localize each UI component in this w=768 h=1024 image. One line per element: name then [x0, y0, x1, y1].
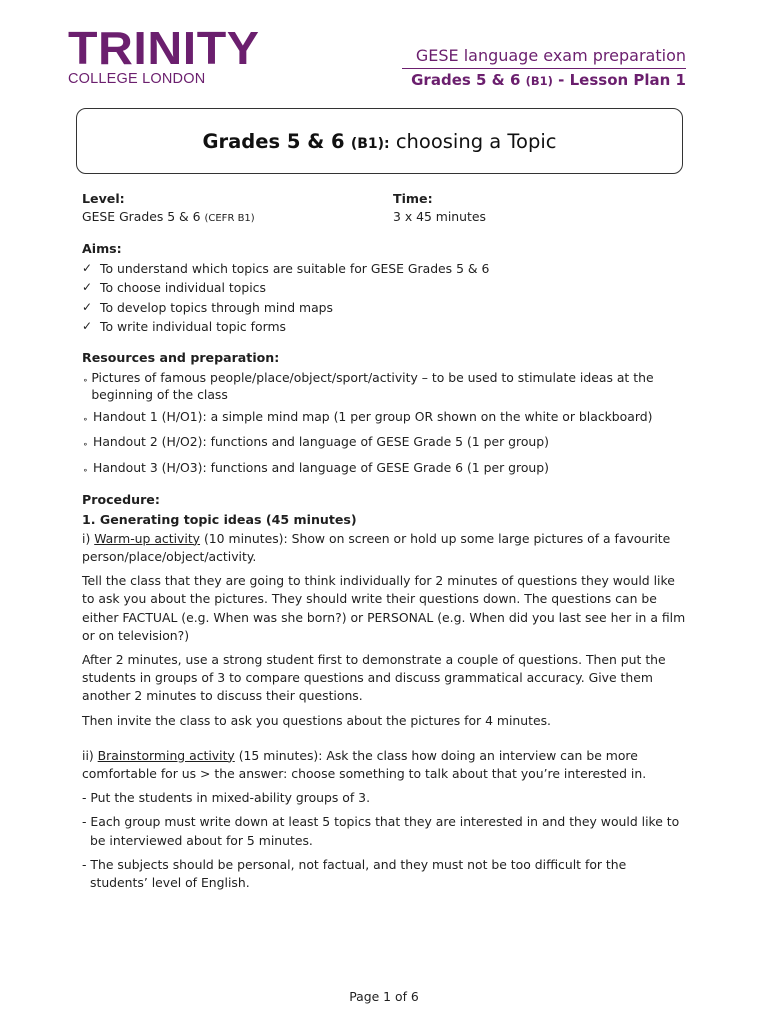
- resource-text: Handout 3 (H/O3): functions and language of GESE Grade 6 (1 per group): [93, 459, 549, 475]
- title-grades: Grades 5 & 6: [202, 129, 345, 153]
- checkmark-icon: ✓: [82, 319, 93, 334]
- resource-item: [82, 459, 686, 480]
- aims-section: [82, 240, 686, 336]
- checkmark-icon: ✓: [82, 299, 93, 314]
- time-label: Time:: [393, 191, 433, 206]
- document-body: [82, 190, 686, 892]
- time-value: 3 x 45 minutes: [393, 209, 486, 225]
- step-heading: 1. Generating topic ideas (45 minutes): [82, 511, 357, 527]
- brainstorming-activity-label: Brainstorming activity: [97, 747, 235, 763]
- resource-text: Handout 2 (H/O2): functions and language of GESE Grade 5 (1 per group): [93, 434, 549, 450]
- header-level: (B1): [525, 74, 553, 88]
- level-block: [82, 190, 393, 228]
- checkmark-icon: ✓: [82, 280, 93, 295]
- bullet-icon: ⚬: [82, 465, 89, 475]
- page-number: Page 1 of 6: [349, 989, 419, 1004]
- resource-text: Pictures of famous people/place/object/sport/activity – to be used to stimulate ideas at the beginning of the class: [91, 369, 654, 403]
- aim-item: [82, 259, 686, 279]
- aim-item: [82, 298, 686, 318]
- resources-label: Resources and preparation:: [82, 349, 280, 365]
- procedure-paragraph: Tell the class that they are going to think individually for 2 minutes of questions they would like to ask you about the pictures. They should write their questions down. The questions can be either FACTUAL (e.g. When was she born?) or PERSONAL (e.g. When did you last see her in a film or on television?): [82, 573, 686, 643]
- checkmark-icon: ✓: [82, 260, 93, 275]
- dash-item: - Put the students in mixed-ability groups of 3.: [82, 790, 371, 806]
- brainstorm-prefix: ii): [82, 747, 98, 763]
- aim-text: To write individual topic forms: [100, 319, 286, 335]
- procedure-section: [82, 491, 686, 892]
- bullet-icon: ⚬: [82, 440, 89, 450]
- dash-item: - The subjects should be personal, not factual, and they must not be too difficult for the students’ level of English.: [82, 856, 627, 890]
- warmup-activity-label: Warm-up activity: [94, 530, 201, 546]
- resources-section: [82, 349, 686, 480]
- trinity-logo: [68, 22, 260, 88]
- resource-item: [82, 408, 686, 429]
- time-block: [393, 190, 486, 228]
- brainstorm-text: (15 minutes): Ask the class how doing an interview can be more comfortable for us > the answer: choose something to talk about that you’re interested in.: [82, 747, 647, 781]
- resource-item: [82, 369, 686, 404]
- level-text: GESE Grades 5 & 6: [82, 209, 205, 225]
- title-level: (B1):: [350, 135, 390, 152]
- header-lesson: [402, 69, 686, 92]
- procedure-label: Procedure:: [82, 492, 160, 508]
- resource-item: [82, 433, 686, 454]
- aim-text: To understand which topics are suitable for GESE Grades 5 & 6: [100, 260, 490, 276]
- aim-item: [82, 278, 686, 298]
- title-topic: choosing a Topic: [389, 129, 557, 153]
- procedure-paragraph: After 2 minutes, use a strong student first to demonstrate a couple of questions. Then put the students in groups of 3 to compare questions and discuss grammatical accuracy. Give them another 2 minutes to discuss their questions.: [82, 651, 666, 704]
- warmup-prefix: i): [82, 530, 95, 546]
- procedure-paragraph: Then invite the class to ask you questions about the pictures for 4 minutes.: [82, 712, 551, 728]
- aim-text: To develop topics through mind maps: [100, 299, 333, 315]
- level-value: [82, 208, 393, 228]
- aim-text: To choose individual topics: [100, 280, 266, 296]
- aim-item: [82, 317, 686, 337]
- aims-label: Aims:: [82, 241, 122, 257]
- bullet-icon: ⚬: [82, 375, 89, 385]
- dash-item: - Each group must write down at least 5 topics that they are interested in and they would like to be interviewed about for 5 minutes.: [82, 814, 680, 848]
- level-label: Level:: [82, 191, 125, 206]
- header-plan: - Lesson Plan 1: [552, 71, 686, 89]
- header-series: GESE language exam preparation: [402, 46, 686, 69]
- warmup-paragraph: [82, 530, 686, 566]
- brainstorm-paragraph: [82, 747, 686, 783]
- resource-text: Handout 1 (H/O1): a simple mind map (1 per group OR shown on the white or blackboard): [93, 408, 653, 424]
- page-header: [402, 46, 686, 92]
- level-cefr: (CEFR B1): [204, 213, 255, 225]
- header-grades: Grades 5 & 6: [411, 71, 521, 89]
- logo-wordmark: TRINITY: [68, 22, 260, 74]
- lesson-title-box: [76, 108, 683, 174]
- logo-subtitle: COLLEGE LONDON: [68, 71, 206, 87]
- warmup-text: (10 minutes): Show on screen or hold up some large pictures of a favourite person/place/object/activity.: [82, 530, 671, 564]
- bullet-icon: ⚬: [82, 414, 89, 424]
- level-time-row: [82, 190, 686, 228]
